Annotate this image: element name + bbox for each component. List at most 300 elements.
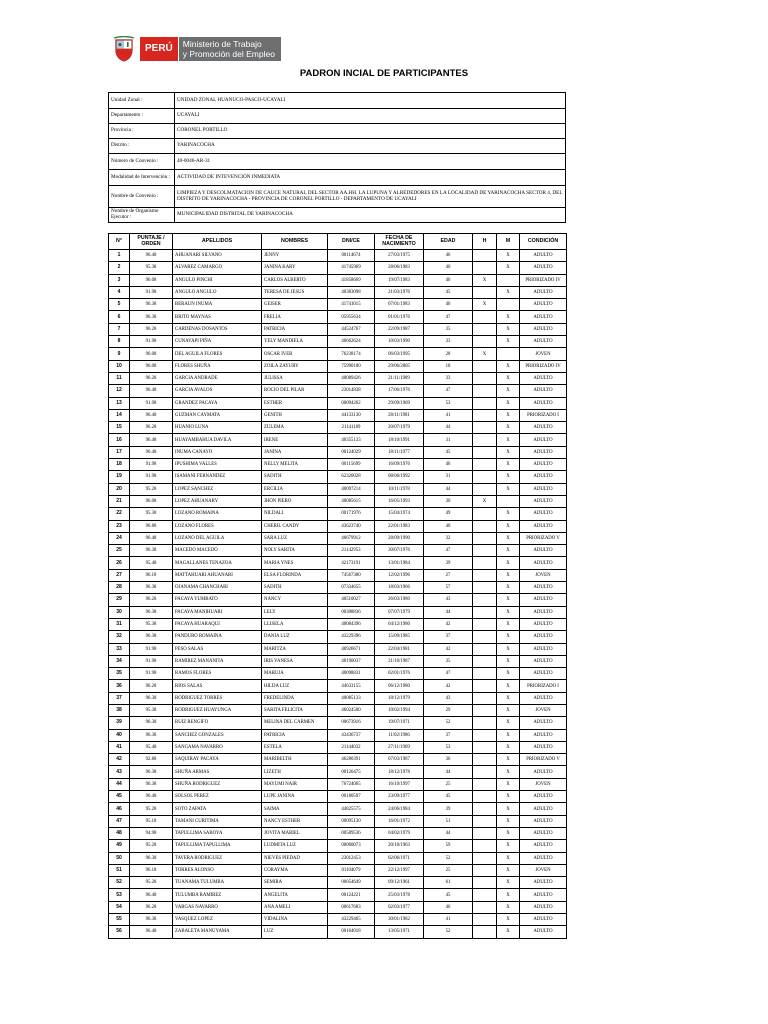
info-value: ACTIVIDAD DE INTEVENCION INMEDIATA [175, 170, 566, 186]
table-cell: X [497, 459, 520, 471]
table-cell: 30 [109, 606, 130, 618]
table-cell: 18/10/1991 [375, 434, 424, 446]
table-cell: 95.38 [130, 262, 173, 274]
table-cell: LOZANO ROMAINA [173, 508, 262, 520]
table-cell: ADULTO [520, 889, 567, 901]
table-cell: 96.38 [130, 606, 173, 618]
info-row [109, 186, 566, 208]
table-cell: 44133130 [328, 409, 375, 421]
table-cell: 53 [109, 889, 130, 901]
table-cell: 00124029 [328, 446, 375, 458]
table-cell: X [497, 791, 520, 803]
table-cell: 42 [424, 680, 473, 692]
table-cell: 96.08 [130, 274, 173, 286]
table-cell [473, 655, 497, 667]
table-cell: 45 [109, 791, 130, 803]
table-cell: X [497, 446, 520, 458]
table-cell: AHUANARI SILVANO [173, 250, 262, 262]
table-cell: 96.48 [130, 446, 173, 458]
table-cell: PRIORIZADO V [520, 754, 567, 766]
table-cell: 29/06/2005 [375, 360, 424, 372]
convenio-info-table [108, 92, 566, 223]
table-cell [473, 323, 497, 335]
table-row [109, 717, 567, 729]
coat-of-arms-icon [112, 36, 136, 62]
table-header-row [109, 234, 567, 250]
table-cell: 22/09/1987 [375, 323, 424, 335]
table-cell [497, 299, 520, 311]
table-cell: LOZANO FLORES [173, 520, 262, 532]
table-cell: TAPULLIMA SABOYA [173, 827, 262, 839]
table-row [109, 791, 567, 803]
table-cell: 20/10/1963 [375, 840, 424, 852]
column-header: N° [109, 234, 130, 250]
table-cell [473, 840, 497, 852]
table-cell [473, 901, 497, 913]
table-cell: GEISER [262, 299, 328, 311]
table-cell: ADULTO [520, 323, 567, 335]
column-header: DNI/CE [328, 234, 375, 250]
table-cell: ADULTO [520, 877, 567, 889]
table-cell: MAGALLANES TENAZOA [173, 557, 262, 569]
table-cell: 95.28 [130, 877, 173, 889]
table-cell: 01/01/1976 [375, 311, 424, 323]
table-cell: IRIS YANESA [262, 655, 328, 667]
table-cell: RIOS SALAS [173, 680, 262, 692]
table-row [109, 926, 567, 938]
table-cell: ADULTO [520, 852, 567, 864]
table-cell: 33 [424, 336, 473, 348]
table-cell: 54 [109, 901, 130, 913]
table-cell: X [473, 274, 497, 286]
table-cell [473, 606, 497, 618]
table-cell: 31 [109, 618, 130, 630]
info-label: Provincia : [109, 124, 175, 139]
table-row [109, 311, 567, 323]
table-cell: 95.28 [130, 483, 173, 495]
table-cell: 18 [109, 459, 130, 471]
table-cell: 00115699 [328, 459, 375, 471]
table-cell: JANINA [262, 446, 328, 458]
table-cell: 30/01/1982 [375, 914, 424, 926]
table-cell: X [497, 606, 520, 618]
table-cell: 21142953 [328, 545, 375, 557]
table-cell: 10/11/1978 [375, 483, 424, 495]
table-cell [473, 446, 497, 458]
table-cell: INUMA CANAYO [173, 446, 262, 458]
table-cell: CORAYMA [262, 864, 328, 876]
info-label: Número de Convenio : [109, 154, 175, 170]
table-cell: 96.08 [130, 360, 173, 372]
table-cell: 28/11/1981 [375, 409, 424, 421]
table-cell: 14 [109, 409, 130, 421]
table-cell: 40 [109, 729, 130, 741]
table-cell: ERCILIA [262, 483, 328, 495]
table-cell: 42 [424, 618, 473, 630]
table-cell [473, 422, 497, 434]
table-cell: 55 [109, 914, 130, 926]
table-cell: 76724065 [328, 778, 375, 790]
table-cell: 41 [424, 914, 473, 926]
table-row [109, 840, 567, 852]
table-cell: 95.38 [130, 704, 173, 716]
table-cell: ADULTO [520, 668, 567, 680]
table-cell: 50 [109, 852, 130, 864]
table-cell: SANCHEZ GONZALES [173, 729, 262, 741]
table-cell: PACAYA YUMBATO [173, 594, 262, 606]
table-cell: 47 [424, 668, 473, 680]
table-cell: ADULTO [520, 655, 567, 667]
table-cell: 40097214 [328, 483, 375, 495]
table-cell: 00180597 [328, 791, 375, 803]
table-cell: 04/12/1980 [375, 618, 424, 630]
table-cell [473, 434, 497, 446]
table-cell: JOVITA MARIEL [262, 827, 328, 839]
table-cell: 18/03/1966 [375, 582, 424, 594]
table-cell: 46679912 [328, 532, 375, 544]
info-row [109, 139, 566, 154]
table-cell: JOVEN [520, 864, 567, 876]
table-cell: ADULTO [520, 299, 567, 311]
table-cell: IRENE [262, 434, 328, 446]
table-cell: LUZ [262, 926, 328, 938]
column-header: EDAD [424, 234, 473, 250]
table-row [109, 385, 567, 397]
table-cell: JOVEN [520, 569, 567, 581]
table-row [109, 594, 567, 606]
table-cell: 59 [424, 840, 473, 852]
table-cell: PESO SALAS [173, 643, 262, 655]
table-cell: 26/03/1980 [375, 594, 424, 606]
table-cell: VARGAS NAVARRO [173, 901, 262, 913]
table-cell [473, 520, 497, 532]
table-cell: PRIORIZADO I [520, 680, 567, 692]
table-cell: 48 [109, 827, 130, 839]
document-title: PADRON INCIAL DE PARTICIPANTES [299, 68, 469, 79]
table-cell: 00054649 [328, 877, 375, 889]
table-cell: 96.38 [130, 729, 173, 741]
table-cell: 16/01/1972 [375, 815, 424, 827]
info-value: LIMPIEZA Y DESCOLMATACION DE CAUCE NATURAL DEL SECTOR AA.HH. LA LUPUNA Y ALREDEDORES EN LA LOCALIDAD DE YARINACOCHA SECTOR 4, DEL DISTRITO DE YARINACOCHA - PROVINCIA DE CORONEL PORTILLO - DEPARTAMENTO DE UCAYALI [175, 186, 566, 208]
table-cell: 28 [424, 348, 473, 360]
table-cell: 28 [109, 582, 130, 594]
table-row [109, 286, 567, 298]
table-cell: TAPULLIMA TAPULLIMA [173, 840, 262, 852]
table-cell: X [497, 803, 520, 815]
table-cell: ADULTO [520, 262, 567, 274]
column-header: FECHA DE NACIMIENTO [375, 234, 424, 250]
table-cell: ADULTO [520, 840, 567, 852]
table-cell: 40 [424, 262, 473, 274]
table-cell: ADULTO [520, 495, 567, 507]
table-cell: FRELIA [262, 311, 328, 323]
info-row [109, 93, 566, 109]
table-row [109, 877, 567, 889]
table-cell: 29 [424, 704, 473, 716]
table-cell: 39 [424, 803, 473, 815]
table-cell [473, 729, 497, 741]
table-cell: 33 [109, 643, 130, 655]
table-cell: 32 [109, 631, 130, 643]
table-cell: 52 [424, 717, 473, 729]
table-cell: X [497, 840, 520, 852]
table-row [109, 914, 567, 926]
table-cell: ROCIO DEL PILAR [262, 385, 328, 397]
table-cell: 45 [424, 286, 473, 298]
table-cell: 40 [424, 299, 473, 311]
table-cell: 96.48 [130, 385, 173, 397]
table-cell: ZABALETA MANUYAMA [173, 926, 262, 938]
table-cell [473, 778, 497, 790]
table-cell: X [497, 618, 520, 630]
table-row [109, 422, 567, 434]
table-cell: 23014838 [328, 385, 375, 397]
table-cell: 43 [109, 766, 130, 778]
table-cell [473, 926, 497, 938]
table-cell: 96.38 [130, 766, 173, 778]
table-cell: 21 [109, 495, 130, 507]
table-cell: ADULTO [520, 692, 567, 704]
table-cell: 22 [109, 508, 130, 520]
table-cell: CARDENAS DOSANTOS [173, 323, 262, 335]
table-cell: LUPE JANINA [262, 791, 328, 803]
table-cell: X [497, 680, 520, 692]
table-cell [473, 754, 497, 766]
table-cell [473, 372, 497, 384]
table-cell: 96.48 [130, 532, 173, 544]
table-cell: 40089426 [328, 372, 375, 384]
table-row [109, 618, 567, 630]
table-cell: 04/02/1979 [375, 827, 424, 839]
table-cell: 36 [109, 680, 130, 692]
table-cell: 35 [109, 668, 130, 680]
table-cell: 46280391 [328, 754, 375, 766]
table-row [109, 483, 567, 495]
table-cell: 47 [109, 815, 130, 827]
table-cell: 96.48 [130, 926, 173, 938]
table-cell: 96.18 [130, 864, 173, 876]
table-cell: 44524767 [328, 323, 375, 335]
table-cell: 29 [109, 594, 130, 606]
table-cell: 74567380 [328, 569, 375, 581]
table-cell: ZOILA ZAYURY [262, 360, 328, 372]
table-row [109, 729, 567, 741]
table-cell: LIZETH [262, 766, 328, 778]
table-cell [473, 864, 497, 876]
table-cell: MARUJA [262, 668, 328, 680]
table-cell [473, 815, 497, 827]
table-cell: 91.98 [130, 655, 173, 667]
table-cell: ADULTO [520, 372, 567, 384]
table-cell: X [497, 827, 520, 839]
table-cell: ADULTO [520, 483, 567, 495]
table-cell [473, 545, 497, 557]
table-cell: 96.88 [130, 520, 173, 532]
table-cell: X [497, 643, 520, 655]
table-cell: 23012453 [328, 852, 375, 864]
table-cell: X [497, 754, 520, 766]
table-cell: X [497, 729, 520, 741]
info-label: Nombre de Convenio : [109, 186, 175, 208]
table-cell: 96.38 [130, 631, 173, 643]
table-cell: 96.38 [130, 582, 173, 594]
table-cell: GRANDEZ PACAYA [173, 397, 262, 409]
table-cell: SANGAMA NAVARRO [173, 741, 262, 753]
table-cell: X [497, 852, 520, 864]
table-cell: X [497, 926, 520, 938]
table-cell: CHERIL CANDY [262, 520, 328, 532]
table-cell: 96.28 [130, 422, 173, 434]
table-cell: 11 [109, 372, 130, 384]
table-cell: VASQUEZ LOPEZ [173, 914, 262, 926]
table-cell: 35 [424, 323, 473, 335]
table-cell [497, 495, 520, 507]
table-cell: X [497, 250, 520, 262]
table-cell: 21/03/1976 [375, 286, 424, 298]
table-cell: 39 [109, 717, 130, 729]
table-cell: X [497, 914, 520, 926]
table-cell: 40383098 [328, 286, 375, 298]
table-cell: 24/06/1984 [375, 803, 424, 815]
table-cell: 21144032 [328, 741, 375, 753]
info-row [109, 170, 566, 186]
table-cell: ADULTO [520, 250, 567, 262]
table-cell: ADULTO [520, 582, 567, 594]
table-cell: DANIA LUZ [262, 631, 328, 643]
table-row [109, 348, 567, 360]
table-cell: ADULTO [520, 815, 567, 827]
table-cell: 40 [424, 274, 473, 286]
table-cell: GUZMAN CAYMATA [173, 409, 262, 421]
table-cell [473, 557, 497, 569]
table-cell: 95.28 [130, 803, 173, 815]
table-cell: ADULTO [520, 557, 567, 569]
table-cell: 91.98 [130, 397, 173, 409]
table-cell: 34 [109, 655, 130, 667]
table-row [109, 372, 567, 384]
table-cell: YELY MANDIELA [262, 336, 328, 348]
table-cell: 1 [109, 250, 130, 262]
table-row [109, 631, 567, 643]
info-value: UNIDAD ZONAL HUANUCO-PASCO-UCAYALI [175, 93, 566, 109]
table-cell: PATRICIA [262, 729, 328, 741]
table-cell: 18/12/1978 [375, 766, 424, 778]
info-value: 40-0046-AR-31 [175, 154, 566, 170]
table-cell: 02/06/1971 [375, 852, 424, 864]
table-cell: 22/12/1997 [375, 864, 424, 876]
table-cell: 96.38 [130, 299, 173, 311]
table-row [109, 569, 567, 581]
column-header: APELLIDOS [173, 234, 262, 250]
table-cell: 46024580 [328, 704, 375, 716]
table-cell: NOLY SARITA [262, 545, 328, 557]
table-row [109, 778, 567, 790]
table-cell: 95.28 [130, 840, 173, 852]
table-cell [473, 409, 497, 421]
table-cell: 12 [109, 385, 130, 397]
table-cell [473, 471, 497, 483]
table-cell [473, 336, 497, 348]
table-cell: ISAMANI FERNANDEZ [173, 471, 262, 483]
table-cell: ADULTO [520, 618, 567, 630]
table-row [109, 606, 567, 618]
table-cell: 44 [424, 422, 473, 434]
table-cell: 96.48 [130, 250, 173, 262]
table-row [109, 852, 567, 864]
table-cell: 19/07/1971 [375, 717, 424, 729]
table-cell: 53 [424, 397, 473, 409]
table-cell: 92.88 [130, 754, 173, 766]
table-cell [473, 311, 497, 323]
table-cell: GARCIA ANDRADE [173, 372, 262, 384]
table-cell: 10/03/1990 [375, 336, 424, 348]
table-cell: 37 [109, 692, 130, 704]
table-cell: 25/03/1978 [375, 889, 424, 901]
table-cell: RUIZ RENGIFO [173, 717, 262, 729]
table-cell: 25 [109, 545, 130, 557]
table-cell [473, 803, 497, 815]
table-cell: 76238174 [328, 348, 375, 360]
table-cell: 56 [109, 926, 130, 938]
table-cell [473, 459, 497, 471]
table-cell: RAMOS FLORES [173, 668, 262, 680]
table-cell: ALVAREZ CAMARGO [173, 262, 262, 274]
table-cell: ADULTO [520, 286, 567, 298]
table-cell: 22/04/1981 [375, 643, 424, 655]
table-cell: ADULTO [520, 508, 567, 520]
table-row [109, 545, 567, 557]
table-cell: 33 [424, 372, 473, 384]
table-cell: 43 [424, 692, 473, 704]
table-cell [473, 827, 497, 839]
table-cell [473, 250, 497, 262]
table-cell: X [497, 471, 520, 483]
table-cell: 20/07/1979 [375, 422, 424, 434]
table-cell [473, 680, 497, 692]
table-cell: 16/09/1976 [375, 459, 424, 471]
table-cell: X [497, 545, 520, 557]
table-cell: 46662624 [328, 336, 375, 348]
table-row [109, 901, 567, 913]
table-cell: X [473, 495, 497, 507]
table-cell: 49 [424, 508, 473, 520]
table-cell: HUAYAMBAHUA DAVILA [173, 434, 262, 446]
column-header: PUNTAJE / ORDEN [130, 234, 173, 250]
table-cell: 21/11/1989 [375, 372, 424, 384]
table-cell: ADULTO [520, 901, 567, 913]
table-cell: 42 [424, 643, 473, 655]
table-cell: X [497, 360, 520, 372]
table-cell: 96.38 [130, 914, 173, 926]
table-row [109, 434, 567, 446]
table-cell: 25 [424, 864, 473, 876]
table-cell: 16/05/1993 [375, 495, 424, 507]
table-cell: 07/03/1987 [375, 754, 424, 766]
table-cell: 30/07/1976 [375, 545, 424, 557]
table-cell: 96.48 [130, 889, 173, 901]
info-label: Unidad Zonal : [109, 93, 175, 109]
table-cell: PRIORIZADO IV [520, 360, 567, 372]
table-cell: LELY [262, 606, 328, 618]
table-cell [473, 582, 497, 594]
ministry-name-line1: Ministerio de Trabajo [182, 39, 262, 49]
table-cell: 00114674 [328, 250, 375, 262]
table-cell: 00589536 [328, 827, 375, 839]
column-header: H [473, 234, 497, 250]
table-cell: ESTELA [262, 741, 328, 753]
table-cell: 45 [424, 889, 473, 901]
table-cell: 00308836 [328, 606, 375, 618]
